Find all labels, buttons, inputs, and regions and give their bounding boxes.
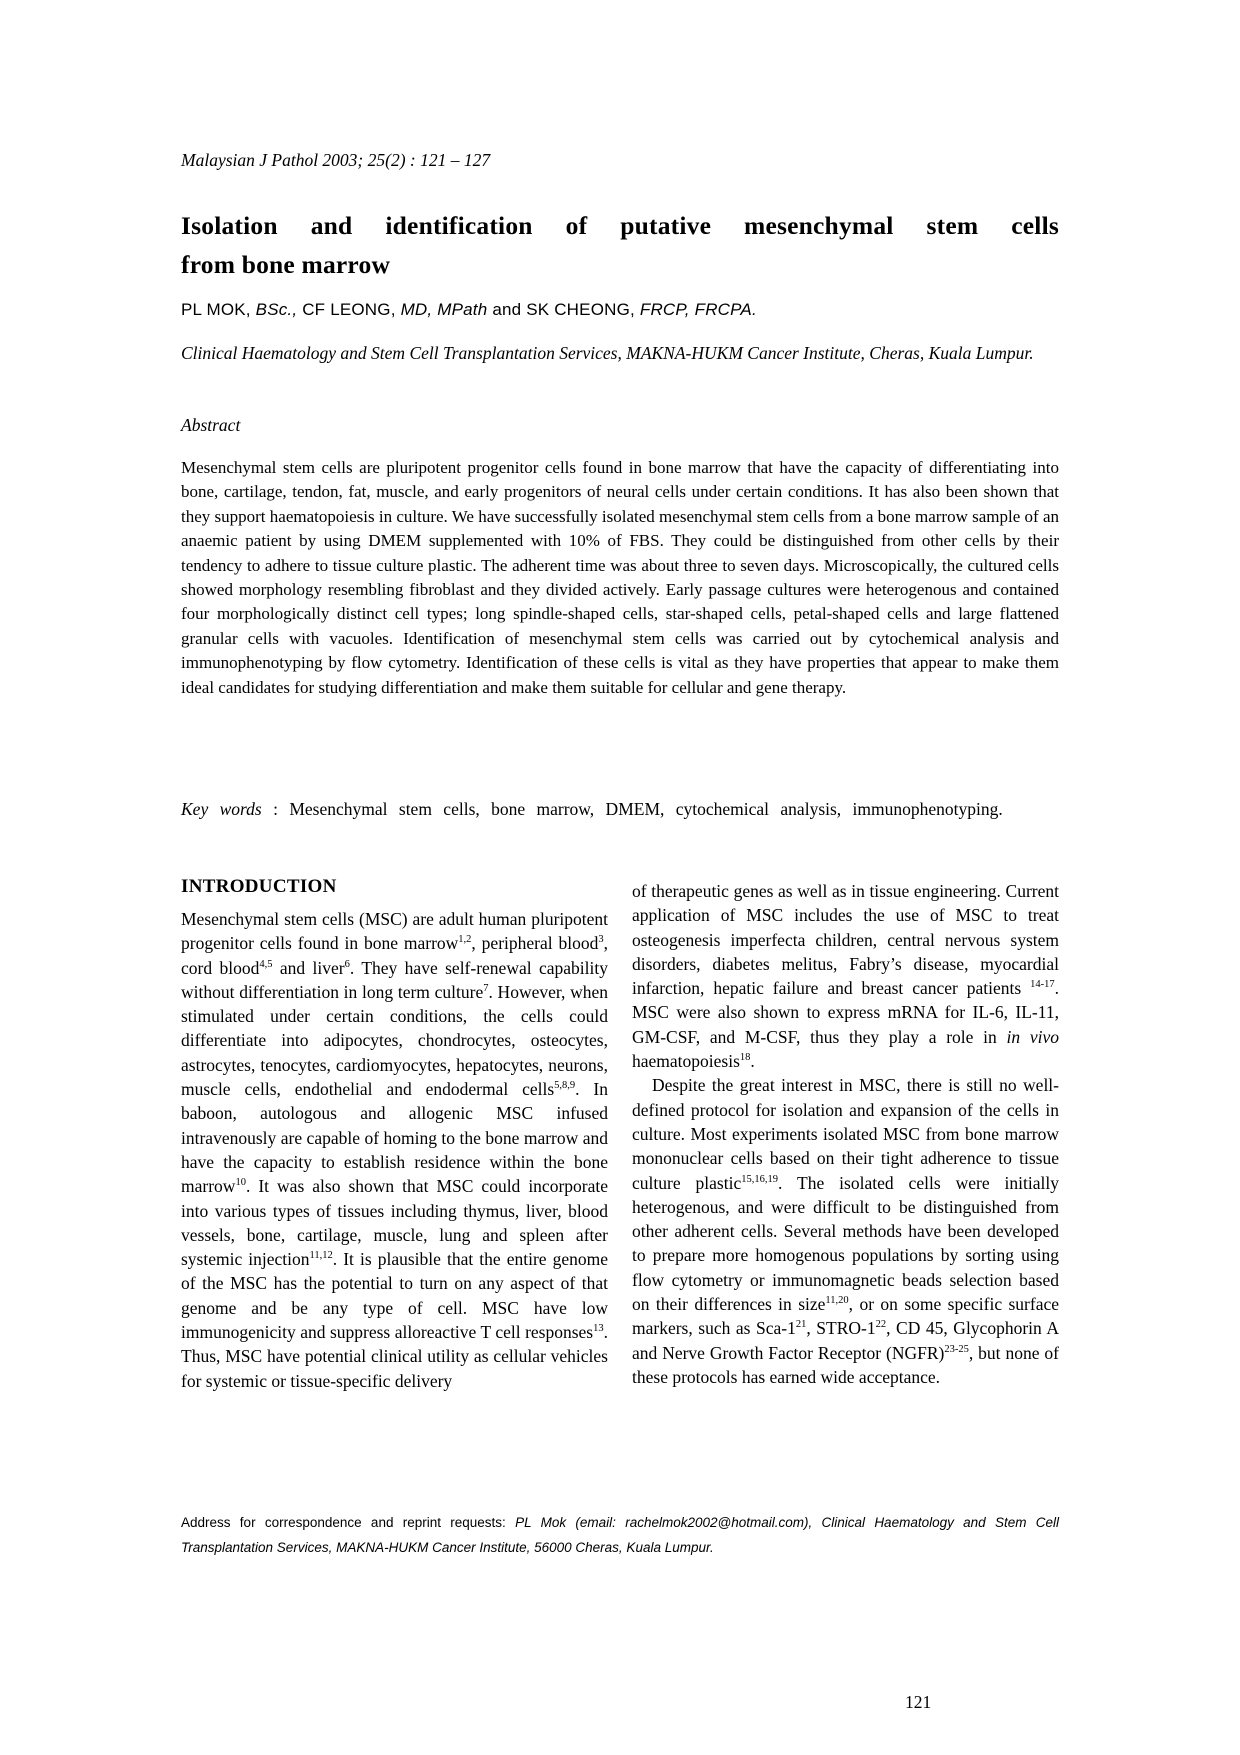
article-title — [181, 206, 1059, 284]
journal-citation: Malaysian J Pathol 2003; 25(2) : 121 – 127 — [181, 150, 491, 170]
introduction-heading: INTRODUCTION — [181, 876, 337, 897]
intro-paragraph-right-2: Despite the great interest in MSC, there is still no well-defined protocol for isolation and expansion of the cells in culture. Most experiments isolated MSC from bone marrow mononuclear cells based on their tight adherence to tissue culture plastic$^{15,16,19}$. The isolated cells were initially heterogenous, and were difficult to be distinguished from other adherent cells. Several methods have been developed to prepare more homogenous populations by sorting using flow cytometry or immunomagnetic beads selection based on their differences in size$^{11,20}$, or on some specific surface markers, such as Sca-$1^{21}$, STRO-$1^{22}$, CD 45, Glycophorin A and Nerve Growth Factor Receptor (NGFR)$^{23-25}$, but none of these protocols has earned wide acceptance. — [632, 1075, 1060, 1387]
introduction-section — [181, 876, 1059, 1393]
intro-column-right — [632, 876, 1059, 1393]
correspondence-footnote: Address for correspondence and reprint requests: PL Mok (email: rachelmok2002@hotmail.com), Clinical Haematology and Stem Cell Transplantation Services, MAKNA-HUKM Cancer Institute, 56000 Cheras, Kuala Lumpur. — [181, 1515, 1059, 1555]
page-number: 121 — [905, 1692, 932, 1712]
affiliation: Clinical Haematology and Stem Cell Transplantation Services, MAKNA-HUKM Cancer Institute, Cheras, Kuala Lumpur. — [181, 343, 1034, 363]
abstract-heading: Abstract — [181, 415, 241, 435]
intro-paragraph-right-1: of therapeutic genes as well as in tissue engineering. Current application of MSC includes the use of MSC to treat osteogenesis imperfecta children, central nervous system disorders, diabetes melitus, Fabry’s disease, myocardial infarction, hepatic failure and breast cancer patients $^{14-17}$. MSC were also shown to express mRNA for IL-6, IL-11, GM-CSF, and M-CSF, thus they play a role in in vivo haematopoiesis$^{18}$. — [632, 881, 1060, 1072]
article-title-line-2: from bone marrow — [181, 250, 391, 279]
abstract-text: Mesenchymal stem cells are pluripotent progenitor cells found in bone marrow that have the capacity of differentiating into bone, cartilage, tendon, fat, muscle, and early progenitors of neural cells under certain conditions. It has also been shown that they support haematopoiesis in culture. We have successfully isolated mesenchymal stem cells from a bone marrow sample of an anaemic patient by using DMEM supplemented with 10% of FBS. They could be distinguished from other cells by their tendency to adhere to tissue culture plastic. The adherent time was about three to seven days. Microscopically, the cultured cells showed morphology resembling fibroblast and they divided actively. Early passage cultures were heterogenous and contained four morphologically distinct cell types; long spindle-shaped cells, star-shaped cells, petal-shaped cells and large flattened granular cells with vacuoles. Identification of mesenchymal stem cells was carried out by cytochemical analysis and immunophenotyping by flow cytometry. Identification of these cells is vital as they have properties that appear to make them ideal candidates for studying differentiation and make them suitable for cellular and gene therapy. — [181, 458, 1059, 697]
keywords-line: Key words : Mesenchymal stem cells, bone marrow, DMEM, cytochemical analysis, immunophenotyping. — [181, 799, 1003, 819]
article-title-line-1: Isolation and identification of putative mesenchymal stem cells — [181, 211, 1059, 240]
intro-column-left — [181, 876, 608, 1393]
intro-paragraph-left: Mesenchymal stem cells (MSC) are adult human pluripotent progenitor cells found in bone marrow$^{1,2}$, peripheral blood$^3$, cord blood$^{4,5}$ and liver$^6$. They have self-renewal capability without differentiation in long term culture$^7$. However, when stimulated under certain conditions, the cells could differentiate into adipocytes, chondrocytes, osteocytes, astrocytes, tenocytes, cardiomyocytes, hepatocytes, neurons, muscle cells, endothelial and endodermal cells$^{5,8,9}$. In baboon, autologous and allogenic MSC infused intravenously are capable of homing to the bone marrow and have the capacity to establish residence within the bone marrow$^{10}$. It was also shown that MSC could incorporate into various types of tissues including thymus, liver, blood vessels, bone, cartilage, muscle, lung and spleen after systemic injection$^{11,12}$. It is plausible that the entire genome of the MSC has the potential to turn on any aspect of that genome and be any type of cell. MSC have low immunogenicity and suppress alloreactive T cell responses$^{13}$. Thus, MSC have potential clinical utility as cellular vehicles for systemic or tissue-specific delivery — [181, 909, 608, 1391]
authors-line: PL MOK, BSc., CF LEONG, MD, MPath and SK CHEONG, FRCP, FRCPA. — [181, 300, 757, 319]
